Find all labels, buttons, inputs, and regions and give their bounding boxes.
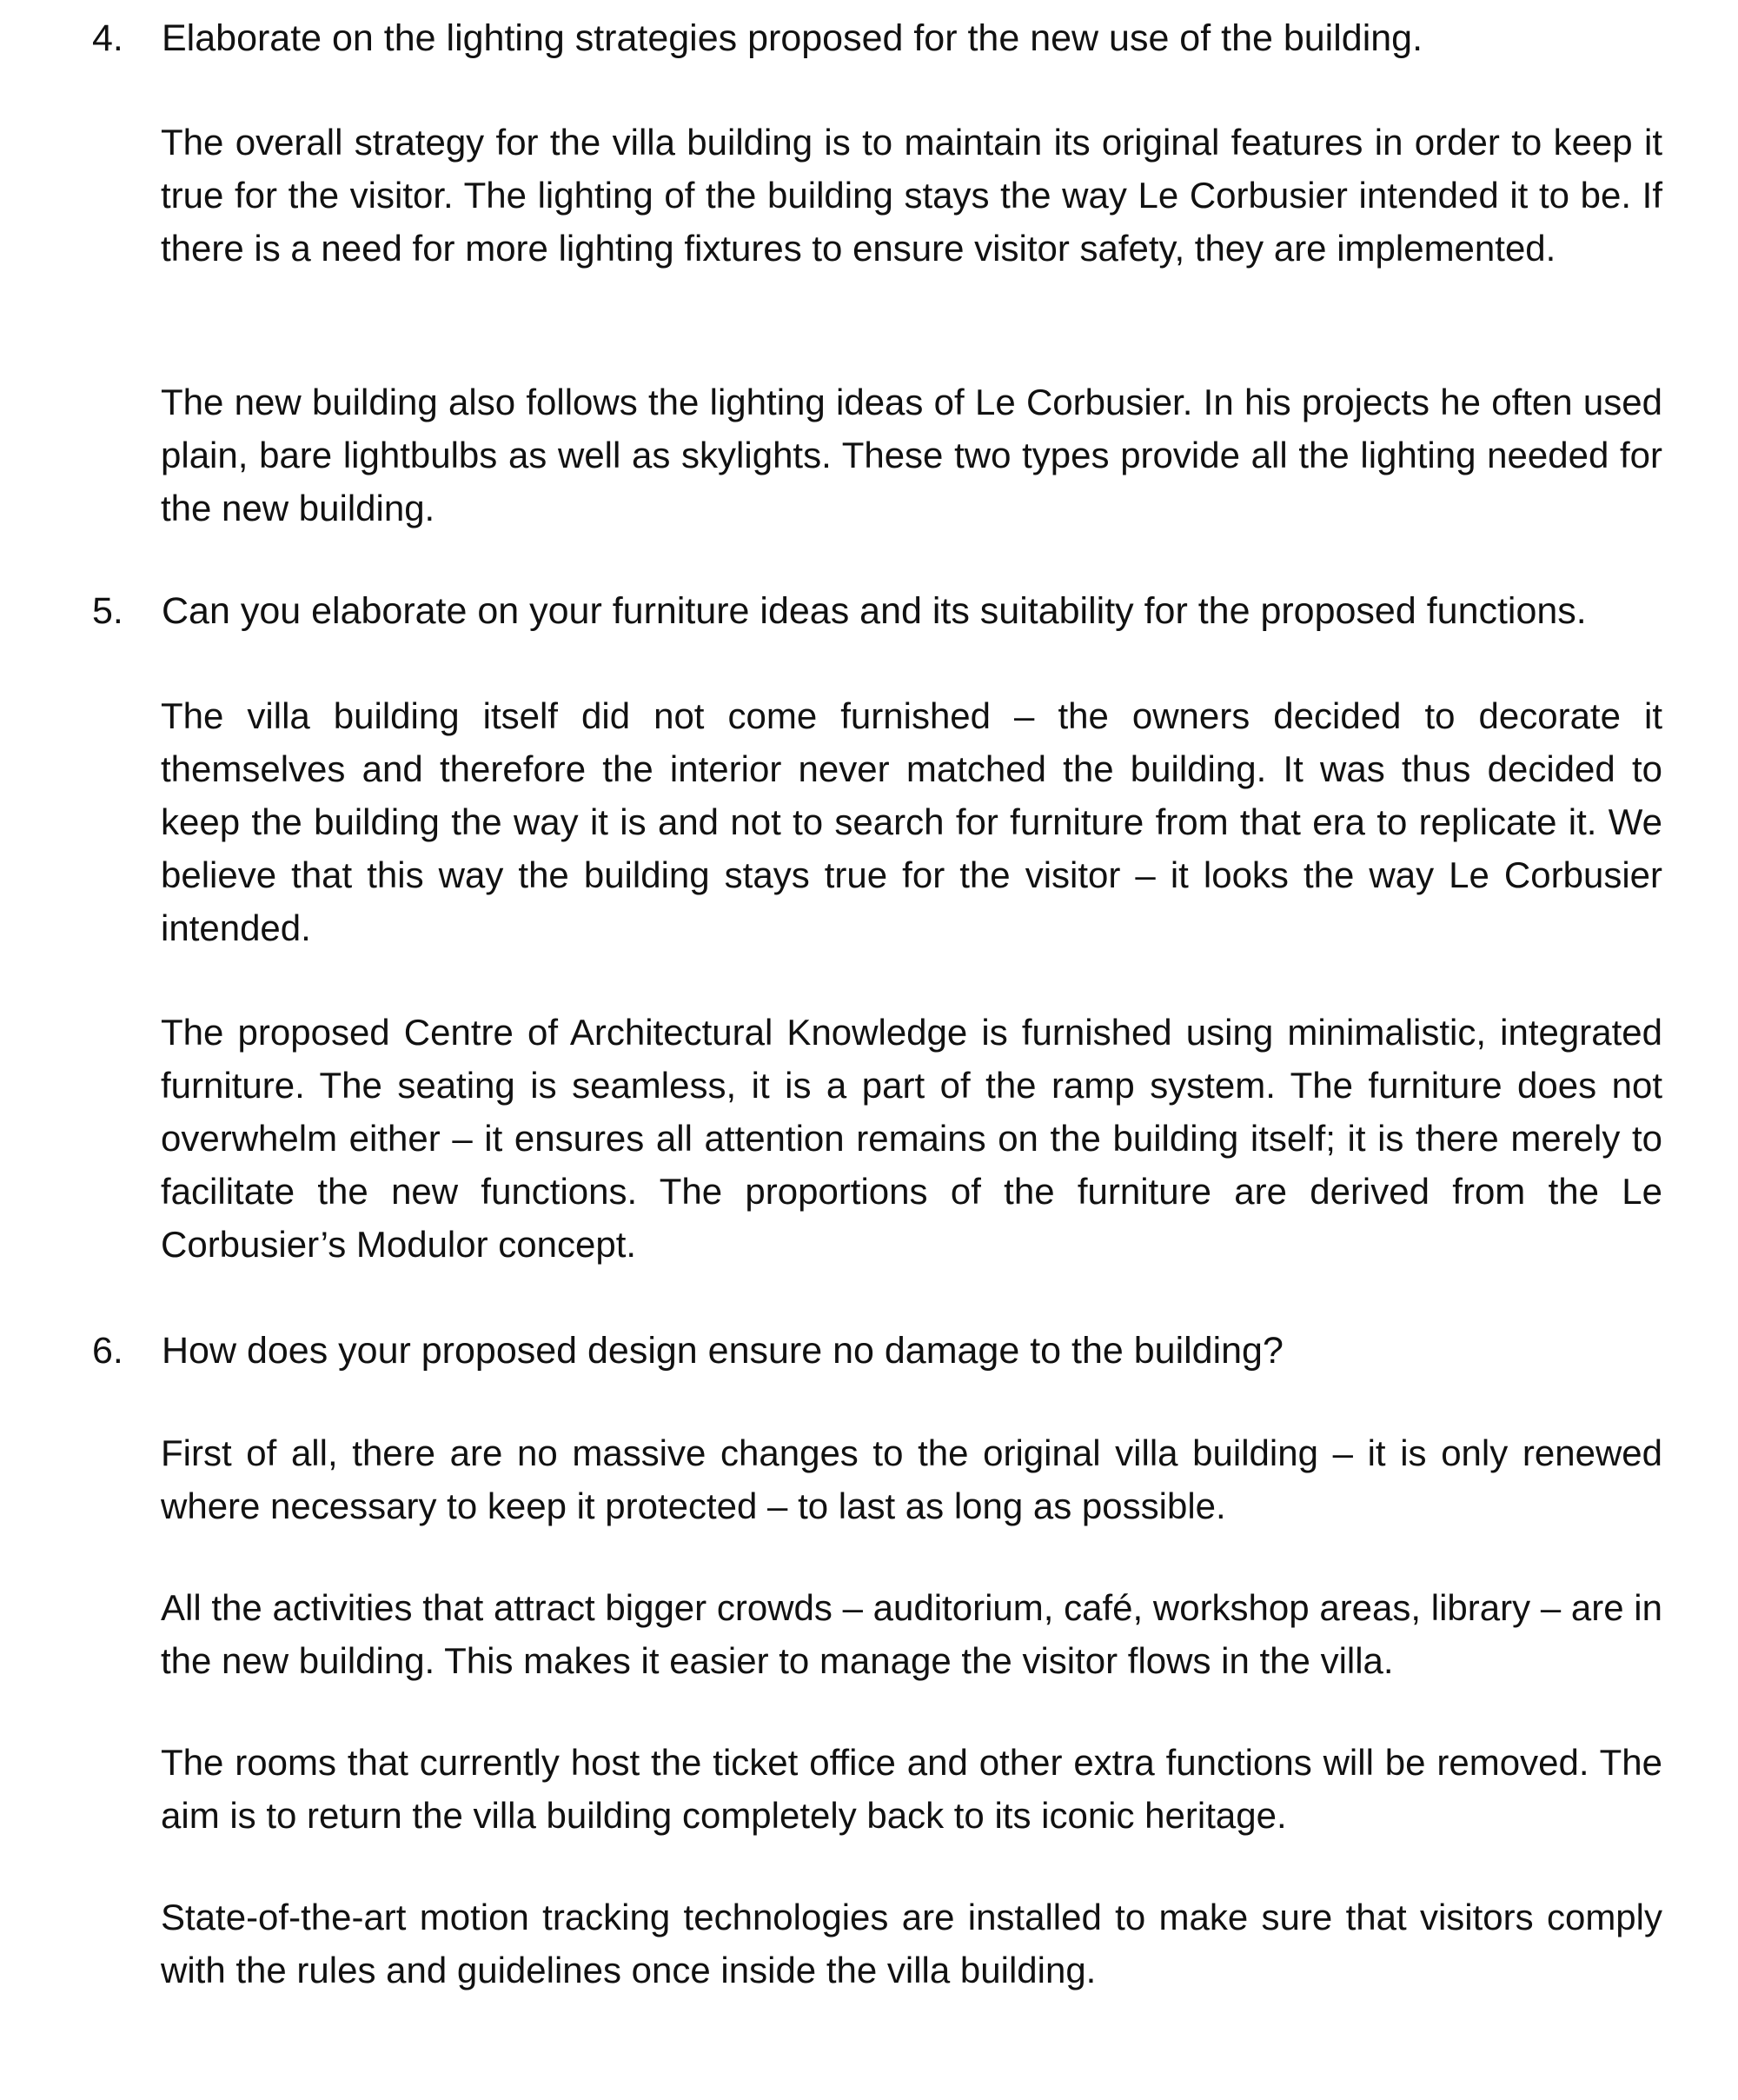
answer-paragraph: The villa building itself did not come furnished – the owners decided to decorate it themselves and therefore the interior never matched the building. It was thus decided to keep the building the way it is and not to search for furniture from that era to replicate it. We believe that this way the building stays true for the visitor – it looks the way Le Corbusier intended. — [161, 695, 1662, 948]
question-text: How does your proposed design ensure no damage to the building? — [162, 1330, 1284, 1372]
answer-paragraph: State-of-the-art motion tracking technologies are installed to make sure that visitors comply with the rules and guidelines once inside the villa building. — [161, 1897, 1662, 1990]
answer-paragraph: All the activities that attract bigger crowds – auditorium, café, workshop areas, library – are in the new building. This makes it easier to manage the visitor flows in the villa. — [161, 1587, 1662, 1681]
answer-paragraph: The rooms that currently host the ticket office and other extra functions will be removed. The aim is to return the villa building completely back to its iconic heritage. — [161, 1742, 1662, 1836]
question-4 — [92, 12, 1674, 65]
answer-paragraph: The overall strategy for the villa building is to maintain its original features in order to keep it true for the visitor. The lighting of the building stays the way Le Corbusier intended it to be. If there is a need for more lighting fixtures to ensure visitor safety, they are implemented. — [161, 122, 1662, 269]
answer-paragraph: First of all, there are no massive changes to the original villa building – it is only renewed where necessary to keep it protected – to last as long as possible. — [161, 1432, 1662, 1526]
answer-paragraph: The new building also follows the lighting ideas of Le Corbusier. In his projects he often used plain, bare lightbulbs as well as skylights. These two types provide all the lighting needed for the new building. — [161, 382, 1662, 528]
question-number: 4. — [92, 17, 123, 59]
question-number: 6. — [92, 1330, 123, 1372]
answer-paragraph: The proposed Centre of Architectural Knowledge is furnished using minimalistic, integrated furniture. The seating is seamless, it is a part of the ramp system. The furniture does not overwhelm either – it ensures all attention remains on the building itself; it is there merely to facilitate the new functions. The proportions of the furniture are derived from the Le Corbusier’s Modulor concept. — [161, 1012, 1662, 1265]
question-text: Can you elaborate on your furniture ideas and its suitability for the proposed functions. — [162, 590, 1587, 632]
question-number: 5. — [92, 590, 123, 632]
question-5 — [92, 585, 1674, 638]
question-text: Elaborate on the lighting strategies proposed for the new use of the building. — [162, 17, 1423, 59]
question-6 — [92, 1325, 1674, 1378]
